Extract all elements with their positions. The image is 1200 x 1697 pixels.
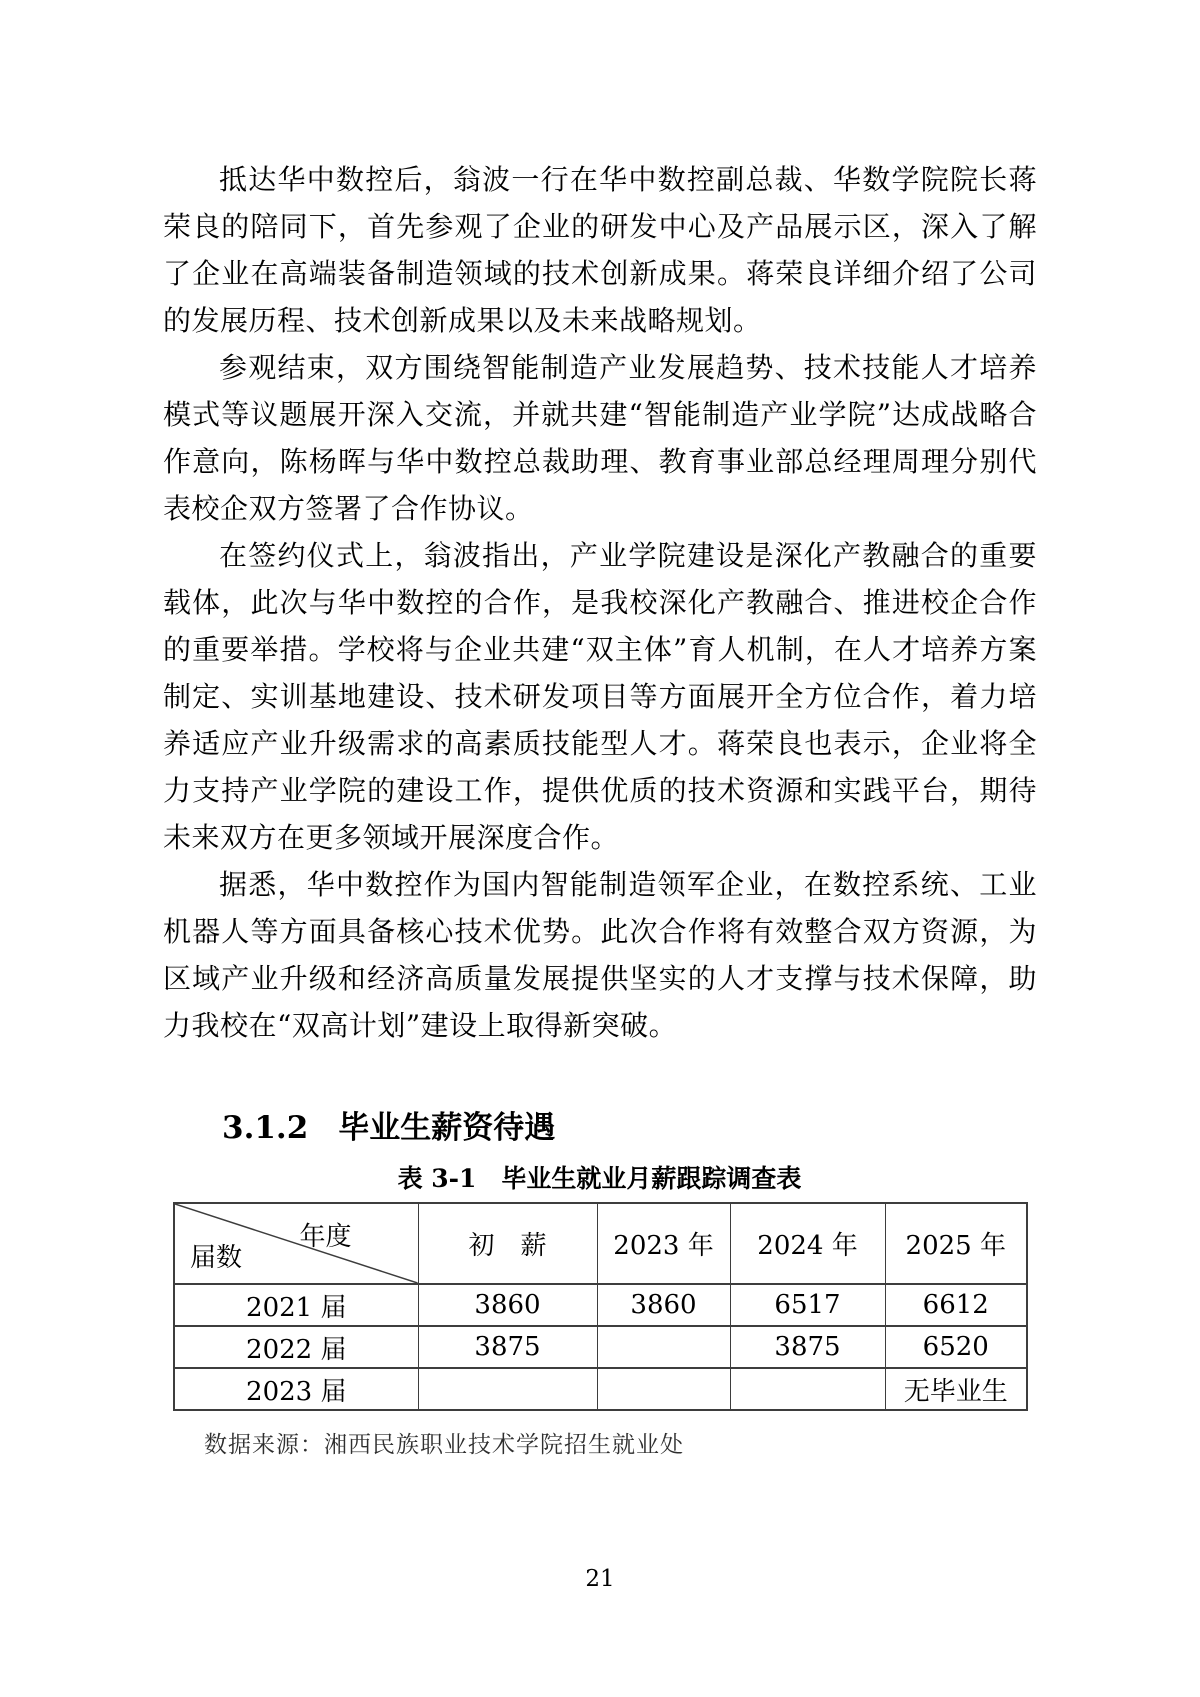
table-cell: 3875 [418, 1326, 597, 1368]
table-cell [418, 1368, 597, 1410]
paragraph: 在签约仪式上，翁波指出，产业学院建设是深化产教融合的重要载体，此次与华中数控的合作，是我校深化产教融合、推进校企合作的重要举措。学校将与企业共建“双主体”育人机制，在人才培养方案制定、实训基地建设、技术研发项目等方面展开全方位合作，着力培养适应产业升级需求的高素质技能型人才。蒋荣良也表示，企业将全力支持产业学院的建设工作，提供优质的技术资源和实践平台，期待未来双方在更多领域开展深度合作。 [163, 539, 1037, 854]
table-row [174, 1368, 1027, 1410]
table-cell: 6517 [730, 1284, 885, 1326]
table-cell: 3875 [730, 1326, 885, 1368]
section-heading [222, 1108, 555, 1148]
column-header-initial-salary: 初 薪 [418, 1203, 597, 1284]
table-cell: 6612 [885, 1284, 1027, 1326]
data-source-note: 数据来源：湘西民族职业技术学院招生就业处 [204, 1432, 684, 1458]
section-number: 3.1.2 [222, 1110, 309, 1146]
paragraph: 抵达华中数控后，翁波一行在华中数控副总裁、华数学院院长蒋荣良的陪同下，首先参观了企业的研发中心及产品展示区，深入了解了企业在高端装备制造领域的技术创新成果。蒋荣良详细介绍了公司的发展历程、技术创新成果以及未来战略规划。 [163, 163, 1037, 337]
column-header-2025: 2025 年 [885, 1203, 1027, 1284]
table-cell: 3860 [597, 1284, 730, 1326]
table-cell: 6520 [885, 1326, 1027, 1368]
section-title: 毕业生薪资待遇 [338, 1110, 556, 1146]
row-label: 2023 届 [174, 1368, 418, 1410]
table-row [174, 1326, 1027, 1368]
corner-label-cohort: 届数 [190, 1243, 243, 1273]
table-caption: 表 3-1 毕业生就业月薪跟踪调查表 [397, 1164, 802, 1193]
body-text [163, 156, 1037, 1049]
table-cell: 3860 [418, 1284, 597, 1326]
page-number: 21 [585, 1566, 615, 1592]
salary-table [173, 1202, 1028, 1411]
corner-label-year: 年度 [299, 1222, 352, 1252]
paragraph: 参观结束，双方围绕智能制造产业发展趋势、技术技能人才培养模式等议题展开深入交流，并就共建“智能制造产业学院”达成战略合作意向，陈杨晖与华中数控总裁助理、教育事业部总经理周理分别代表校企双方签署了合作协议。 [163, 351, 1037, 525]
table-cell [597, 1326, 730, 1368]
table-cell [597, 1368, 730, 1410]
paragraph: 据悉，华中数控作为国内智能制造领军企业，在数控系统、工业机器人等方面具备核心技术优势。此次合作将有效整合双方资源，为区域产业升级和经济高质量发展提供坚实的人才支撑与技术保障，助力我校在“双高计划”建设上取得新突破。 [163, 868, 1037, 1042]
corner-header-cell [174, 1203, 418, 1284]
column-header-2023: 2023 年 [597, 1203, 730, 1284]
table-header-row [174, 1203, 1027, 1284]
row-label: 2022 届 [174, 1326, 418, 1368]
row-label: 2021 届 [174, 1284, 418, 1326]
table-cell [730, 1368, 885, 1410]
table-row [174, 1284, 1027, 1326]
column-header-2024: 2024 年 [730, 1203, 885, 1284]
table-cell: 无毕业生 [885, 1368, 1027, 1410]
